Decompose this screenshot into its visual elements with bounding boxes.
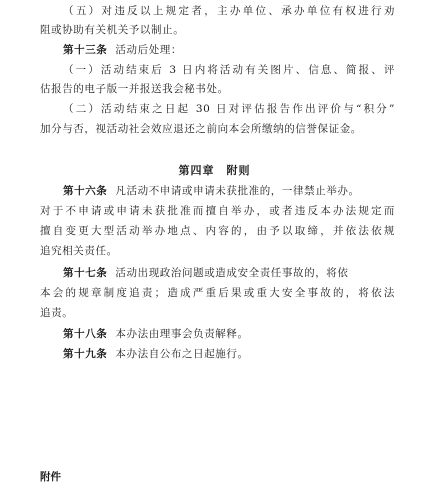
article-text: 活动后处理：: [115, 44, 183, 56]
article-text: 本办法自公布之日起施行。: [115, 348, 249, 360]
paragraph-line: （二）活动结束之日起 30 日对评估报告作出评价与“积分”: [63, 103, 395, 115]
paragraph-line: （一）活动结束后 3 日内将活动有关图片、信息、简报、评: [63, 64, 395, 76]
article-13: [63, 43, 395, 57]
paragraph-line: 阻或协助有关机关予以制止。: [40, 24, 185, 36]
article-number: 第十六条: [63, 185, 108, 197]
article-text: 本办法由理事会负责解释。: [115, 328, 249, 340]
article-16: [63, 184, 395, 198]
article-19: [63, 347, 395, 361]
paragraph-line: 加分与否，视活动社会效应退还之前向本会所缴纳的信誉保证金。: [40, 123, 362, 135]
paragraph-line: 估报告的电子版一并报送我会秘书处。: [40, 83, 229, 95]
paragraph-line: 追究相关责任。: [40, 245, 118, 257]
article-number: 第十八条: [63, 328, 108, 340]
article-17: [63, 266, 395, 280]
paragraph-line: 本会的规章制度追责；造成严重后果或重大安全事故的，将依法: [40, 287, 395, 299]
article-number: 第十九条: [63, 348, 108, 360]
paragraph-line: 擅自变更大型活动举办地点、内容的，由予以取缔，并依法依规: [40, 225, 395, 237]
chapter-title: 第四章 附则: [178, 164, 251, 177]
article-number: 第十七条: [63, 267, 108, 279]
paragraph-line: 追责。: [40, 307, 74, 319]
attachment-label: 附件: [40, 471, 61, 483]
article-18: [63, 327, 395, 341]
article-text: 凡活动不申请或申请未获批准的，一律禁止举办。: [115, 185, 360, 197]
paragraph-line: 对于不申请或申请未获批准而擅自举办，或者违反本办法规定而: [40, 205, 395, 217]
article-number: 第十三条: [63, 44, 108, 56]
article-text: 活动出现政治问题或造成安全责任事故的，将依: [115, 267, 349, 279]
paragraph-line: （五）对违反以上规定者，主办单位、承办单位有权进行劝: [63, 5, 395, 17]
